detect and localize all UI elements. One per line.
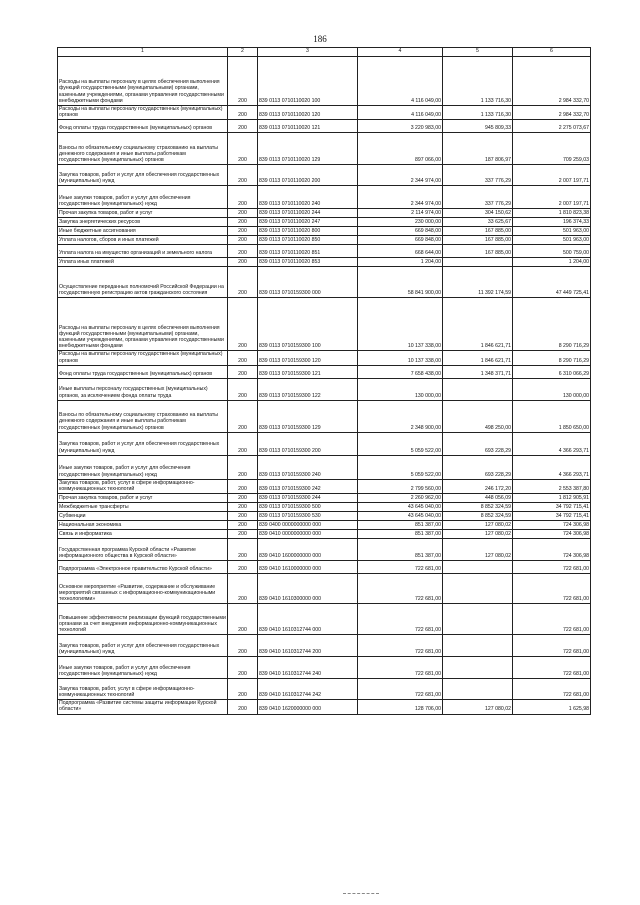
cell-code: 200	[228, 561, 258, 574]
header-row	[58, 48, 591, 57]
cell-c5: 127 080,02	[443, 530, 513, 539]
cell-c4: 43 645 040,00	[358, 512, 443, 521]
cell-c5: 1 348 371,71	[443, 365, 513, 378]
cell-c4: 4 116 049,00	[358, 57, 443, 106]
cell-code: 200	[228, 120, 258, 133]
cell-c5	[443, 604, 513, 635]
cell-c6: 2 007 197,71	[513, 165, 591, 186]
cell-c4: 851 387,00	[358, 539, 443, 561]
table-row	[58, 186, 591, 209]
cell-name: Иные закупки товаров, работ и услуг для обеспечения государственных (муниципальных) нужд	[58, 455, 228, 479]
cell-c4: 2 114 974,00	[358, 209, 443, 218]
cell-csr: 839 0113 0710159300 000	[258, 267, 358, 298]
cell-c6: 722 681,00	[513, 574, 591, 604]
cell-c4: 669 848,00	[358, 227, 443, 236]
cell-csr: 839 0113 0710159300 242	[258, 479, 358, 493]
cell-code: 200	[228, 236, 258, 245]
cell-c6: 722 681,00	[513, 679, 591, 700]
cell-name: Государственная программа Курской области «Развитие информационного общества в Курской области»	[58, 539, 228, 561]
cell-csr: 839 0113 0710110020 800	[258, 227, 358, 236]
table-row	[58, 209, 591, 218]
header-cell: 5	[443, 48, 513, 57]
cell-code: 200	[228, 365, 258, 378]
cell-name: Иные закупки товаров, работ и услуг для обеспечения государственных (муниципальных) нужд	[58, 186, 228, 209]
cell-csr: 839 0113 0710159300 244	[258, 494, 358, 503]
cell-name: Иные выплаты персоналу государственных (муниципальных) органов, за исключением фонда оплаты труда	[58, 378, 228, 400]
cell-code: 200	[228, 267, 258, 298]
header-cell: 1	[58, 48, 228, 57]
cell-name: Расходы на выплаты персоналу государственных (муниципальных) органов	[58, 106, 228, 120]
table-row	[58, 165, 591, 186]
cell-c5: 8 852 324,59	[443, 503, 513, 512]
cell-c4: 7 658 438,00	[358, 365, 443, 378]
cell-name: Осуществление переданных полномочий Российской Федерации на государственную регистрацию актов гражданского состояния	[58, 267, 228, 298]
cell-csr: 839 0113 0710159300 100	[258, 298, 358, 351]
table-row	[58, 351, 591, 365]
cell-c6: 724 306,98	[513, 530, 591, 539]
cell-code: 200	[228, 530, 258, 539]
cell-name: Уплата иных платежей	[58, 258, 228, 267]
cell-name: Прочая закупка товаров, работ и услуг	[58, 494, 228, 503]
cell-code: 200	[228, 455, 258, 479]
cell-name: Расходы на выплаты персоналу в целях обеспечения выполнения функций государственными (муниципальными) органами, казенными учреждениями, органами управления государственными внебюджетными фондами	[58, 57, 228, 106]
table-row	[58, 561, 591, 574]
table-row	[58, 432, 591, 455]
cell-csr: 839 0410 0000000000 000	[258, 530, 358, 539]
table-row	[58, 245, 591, 258]
table-row	[58, 236, 591, 245]
cell-name: Уплата налога на имущество организаций и земельного налога	[58, 245, 228, 258]
cell-c4: 1 204,00	[358, 258, 443, 267]
cell-code: 200	[228, 258, 258, 267]
cell-c5: 11 392 174,59	[443, 267, 513, 298]
cell-csr: 839 0410 1610312744 242	[258, 679, 358, 700]
cell-c4: 3 220 983,00	[358, 120, 443, 133]
cell-name: Прочая закупка товаров, работ и услуг	[58, 209, 228, 218]
cell-code: 200	[228, 539, 258, 561]
cell-c5	[443, 657, 513, 679]
cell-c4: 897 066,00	[358, 133, 443, 165]
cell-csr: 839 0400 0000000000 000	[258, 521, 358, 530]
cell-code: 200	[228, 378, 258, 400]
cell-code: 200	[228, 432, 258, 455]
cell-code: 200	[228, 512, 258, 521]
table-row	[58, 378, 591, 400]
cell-c4: 4 116 049,00	[358, 106, 443, 120]
cell-c4: 2 344 974,00	[358, 186, 443, 209]
cell-code: 200	[228, 209, 258, 218]
table-row	[58, 455, 591, 479]
cell-c4: 669 848,00	[358, 236, 443, 245]
cell-c4: 128 706,00	[358, 700, 443, 714]
cell-code: 200	[228, 227, 258, 236]
cell-c6: 722 681,00	[513, 604, 591, 635]
cell-c5: 127 080,02	[443, 700, 513, 714]
cell-csr: 839 0113 0710110020 100	[258, 57, 358, 106]
cell-c5: 167 885,00	[443, 245, 513, 258]
cell-c6: 4 366 293,71	[513, 432, 591, 455]
table-row	[58, 267, 591, 298]
cell-name: Закупка товаров, работ и услуг для обеспечения государственных (муниципальных) нужд	[58, 432, 228, 455]
cell-csr: 839 0113 0710159300 530	[258, 512, 358, 521]
cell-c4: 722 681,00	[358, 657, 443, 679]
cell-name: Субвенции	[58, 512, 228, 521]
cell-c5: 945 809,33	[443, 120, 513, 133]
cell-c4: 722 681,00	[358, 604, 443, 635]
cell-c6: 722 681,00	[513, 635, 591, 657]
cell-c5: 693 228,29	[443, 455, 513, 479]
cell-c4: 851 387,00	[358, 530, 443, 539]
cell-c5: 337 776,29	[443, 165, 513, 186]
header-cell: 4	[358, 48, 443, 57]
cell-c6: 1 810 823,38	[513, 209, 591, 218]
cell-c5: 127 080,02	[443, 521, 513, 530]
table-row	[58, 539, 591, 561]
cell-csr: 839 0113 0710110020 120	[258, 106, 358, 120]
cell-c6: 500 759,00	[513, 245, 591, 258]
cell-c4: 2 799 560,00	[358, 479, 443, 493]
cell-code: 200	[228, 245, 258, 258]
cell-c5: 8 852 324,59	[443, 512, 513, 521]
cell-c5: 498 250,00	[443, 400, 513, 432]
cell-code: 200	[228, 165, 258, 186]
cell-code: 200	[228, 700, 258, 714]
cell-code: 200	[228, 574, 258, 604]
cell-csr: 839 0113 0710159300 122	[258, 378, 358, 400]
cell-csr: 839 0410 1610312744 240	[258, 657, 358, 679]
table-row	[58, 503, 591, 512]
table-row	[58, 521, 591, 530]
table-row	[58, 258, 591, 267]
cell-csr: 839 0113 0710110020 200	[258, 165, 358, 186]
cell-c5: 246 172,20	[443, 479, 513, 493]
cell-c4: 58 841 900,00	[358, 267, 443, 298]
page-number: 186	[313, 34, 327, 44]
cell-c6: 2 553 387,80	[513, 479, 591, 493]
cell-c5: 693 228,29	[443, 432, 513, 455]
cell-c4: 230 000,00	[358, 218, 443, 227]
cell-code: 200	[228, 186, 258, 209]
cell-c6: 130 000,00	[513, 378, 591, 400]
cell-c6: 34 792 715,41	[513, 512, 591, 521]
cell-name: Повышение эффективности реализации функций государственными органами за счет внедрения информационно-коммуникационных технологий	[58, 604, 228, 635]
footer-mark	[343, 893, 379, 895]
cell-name: Закупка товаров, работ, услуг в сфере информационно-коммуникационных технологий	[58, 679, 228, 700]
header-cell: 3	[258, 48, 358, 57]
table-row	[58, 298, 591, 351]
cell-code: 200	[228, 351, 258, 365]
cell-c6: 2 984 332,70	[513, 106, 591, 120]
cell-csr: 839 0113 0710159300 200	[258, 432, 358, 455]
cell-c5	[443, 378, 513, 400]
cell-c5: 304 150,62	[443, 209, 513, 218]
cell-c5: 1 846 621,71	[443, 298, 513, 351]
cell-c5: 1 133 716,30	[443, 106, 513, 120]
cell-c6: 47 449 725,41	[513, 267, 591, 298]
cell-csr: 839 0410 1610312744 000	[258, 604, 358, 635]
cell-csr: 839 0410 1610300000 000	[258, 574, 358, 604]
cell-c4: 10 137 338,00	[358, 351, 443, 365]
cell-c4: 668 644,00	[358, 245, 443, 258]
cell-c5	[443, 635, 513, 657]
cell-c6: 6 310 066,29	[513, 365, 591, 378]
cell-c5	[443, 574, 513, 604]
cell-c5	[443, 561, 513, 574]
cell-name: Расходы на выплаты персоналу государственных (муниципальных) органов	[58, 351, 228, 365]
cell-c6: 501 963,00	[513, 227, 591, 236]
cell-name: Взносы по обязательному социальному страхованию на выплаты денежного содержания и иные выплаты работникам государственных (муниципальных) органов	[58, 400, 228, 432]
cell-csr: 839 0113 0710110020 121	[258, 120, 358, 133]
cell-code: 200	[228, 635, 258, 657]
cell-c6: 2 984 332,70	[513, 57, 591, 106]
cell-c6: 709 259,03	[513, 133, 591, 165]
cell-csr: 839 0113 0710159300 500	[258, 503, 358, 512]
cell-c6: 8 290 716,29	[513, 351, 591, 365]
cell-c4: 722 681,00	[358, 635, 443, 657]
table-row	[58, 574, 591, 604]
cell-c5: 127 080,02	[443, 539, 513, 561]
cell-c4: 722 681,00	[358, 561, 443, 574]
cell-c5: 167 885,00	[443, 236, 513, 245]
cell-c4: 5 059 522,00	[358, 455, 443, 479]
cell-c6: 1 204,00	[513, 258, 591, 267]
cell-csr: 839 0113 0710110020 853	[258, 258, 358, 267]
cell-c4: 722 681,00	[358, 679, 443, 700]
cell-csr: 839 0113 0710110020 850	[258, 236, 358, 245]
cell-name: Национальная экономика	[58, 521, 228, 530]
cell-c6: 1 625,98	[513, 700, 591, 714]
header-cell: 6	[513, 48, 591, 57]
cell-csr: 839 0113 0710159300 129	[258, 400, 358, 432]
cell-name: Межбюджетные трансферты	[58, 503, 228, 512]
cell-csr: 839 0113 0710110020 240	[258, 186, 358, 209]
cell-c6: 722 681,00	[513, 657, 591, 679]
cell-c4: 43 645 040,00	[358, 503, 443, 512]
table-row	[58, 365, 591, 378]
cell-name: Фонд оплаты труда государственных (муниципальных) органов	[58, 365, 228, 378]
table-row	[58, 57, 591, 106]
cell-c5: 448 056,09	[443, 494, 513, 503]
cell-name: Основное мероприятие «Развитие, содержание и обслуживание мероприятий связанных с информационно-коммуникационными технологиями»	[58, 574, 228, 604]
cell-c6: 2 275 073,67	[513, 120, 591, 133]
cell-csr: 839 0113 0710110020 247	[258, 218, 358, 227]
cell-c6: 501 963,00	[513, 236, 591, 245]
header-cell: 2	[228, 48, 258, 57]
cell-csr: 839 0410 1610312744 200	[258, 635, 358, 657]
cell-c6: 1 812 905,91	[513, 494, 591, 503]
cell-c6: 724 306,98	[513, 539, 591, 561]
cell-code: 200	[228, 503, 258, 512]
table-row	[58, 604, 591, 635]
cell-c4: 2 260 962,00	[358, 494, 443, 503]
cell-c6: 1 850 650,00	[513, 400, 591, 432]
cell-c4: 2 344 974,00	[358, 165, 443, 186]
table-row	[58, 512, 591, 521]
cell-csr: 839 0113 0710110020 129	[258, 133, 358, 165]
cell-c4: 722 681,00	[358, 574, 443, 604]
cell-c6: 722 681,00	[513, 561, 591, 574]
cell-code: 200	[228, 133, 258, 165]
table-row	[58, 700, 591, 714]
cell-name: Закупка товаров, работ и услуг для обеспечения государственных (муниципальных) нужд	[58, 635, 228, 657]
table-row	[58, 227, 591, 236]
table-row	[58, 400, 591, 432]
cell-c6: 4 366 293,71	[513, 455, 591, 479]
cell-code: 200	[228, 604, 258, 635]
cell-c5: 167 885,00	[443, 227, 513, 236]
cell-c5: 187 806,97	[443, 133, 513, 165]
cell-c5: 1 846 621,71	[443, 351, 513, 365]
table-row	[58, 635, 591, 657]
cell-csr: 839 0113 0710159300 120	[258, 351, 358, 365]
cell-c5	[443, 258, 513, 267]
cell-c6: 34 792 715,41	[513, 503, 591, 512]
table-row	[58, 479, 591, 493]
cell-code: 200	[228, 494, 258, 503]
cell-code: 200	[228, 400, 258, 432]
cell-c4: 851 387,00	[358, 521, 443, 530]
cell-c4: 5 059 522,00	[358, 432, 443, 455]
cell-code: 200	[228, 57, 258, 106]
cell-code: 200	[228, 479, 258, 493]
cell-code: 200	[228, 521, 258, 530]
table-row	[58, 679, 591, 700]
cell-csr: 839 0410 1610000000 000	[258, 561, 358, 574]
cell-c5: 337 776,29	[443, 186, 513, 209]
cell-name: Закупка товаров, работ и услуг для обеспечения государственных (муниципальных) нужд	[58, 165, 228, 186]
cell-name: Подпрограмма «Развитие системы защиты информации Курской области»	[58, 700, 228, 714]
table-row	[58, 106, 591, 120]
cell-c6: 724 306,98	[513, 521, 591, 530]
table-row	[58, 494, 591, 503]
table-row	[58, 530, 591, 539]
cell-name: Уплата налогов, сборов и иных платежей	[58, 236, 228, 245]
cell-csr: 839 0113 0710110020 851	[258, 245, 358, 258]
cell-name: Подпрограмма «Электронное правительство Курской области»	[58, 561, 228, 574]
cell-code: 200	[228, 298, 258, 351]
cell-c6: 8 290 716,29	[513, 298, 591, 351]
cell-c5	[443, 679, 513, 700]
cell-csr: 839 0113 0710110020 244	[258, 209, 358, 218]
cell-name: Фонд оплаты труда государственных (муниципальных) органов	[58, 120, 228, 133]
cell-name: Закупка энергетических ресурсов	[58, 218, 228, 227]
table-row	[58, 120, 591, 133]
cell-c5: 1 133 716,30	[443, 57, 513, 106]
cell-name: Расходы на выплаты персоналу в целях обеспечения выполнения функций государственными (муниципальными) органами, казенными учреждениями, органами управления государственными внебюджетными фондами	[58, 298, 228, 351]
cell-c6: 2 007 197,71	[513, 186, 591, 209]
cell-csr: 839 0113 0710159300 121	[258, 365, 358, 378]
cell-c6: 196 374,33	[513, 218, 591, 227]
cell-name: Закупка товаров, работ, услуг в сфере информационно-коммуникационных технологий	[58, 479, 228, 493]
cell-code: 200	[228, 657, 258, 679]
cell-csr: 839 0410 1600000000 000	[258, 539, 358, 561]
cell-name: Связь и информатика	[58, 530, 228, 539]
cell-c5: 33 625,67	[443, 218, 513, 227]
cell-csr: 839 0410 1620000000 000	[258, 700, 358, 714]
cell-code: 200	[228, 679, 258, 700]
table-row	[58, 218, 591, 227]
cell-name: Иные закупки товаров, работ и услуг для обеспечения государственных (муниципальных) нужд	[58, 657, 228, 679]
cell-csr: 839 0113 0710159300 240	[258, 455, 358, 479]
cell-c4: 10 137 338,00	[358, 298, 443, 351]
cell-c4: 2 348 900,00	[358, 400, 443, 432]
cell-name: Иные бюджетные ассигнования	[58, 227, 228, 236]
cell-code: 200	[228, 218, 258, 227]
budget-table	[57, 47, 591, 715]
table-row	[58, 133, 591, 165]
table-row	[58, 657, 591, 679]
cell-name: Взносы по обязательному социальному страхованию на выплаты денежного содержания и иные выплаты работникам государственных (муниципальных) органов	[58, 133, 228, 165]
cell-code: 200	[228, 106, 258, 120]
cell-c4: 130 000,00	[358, 378, 443, 400]
